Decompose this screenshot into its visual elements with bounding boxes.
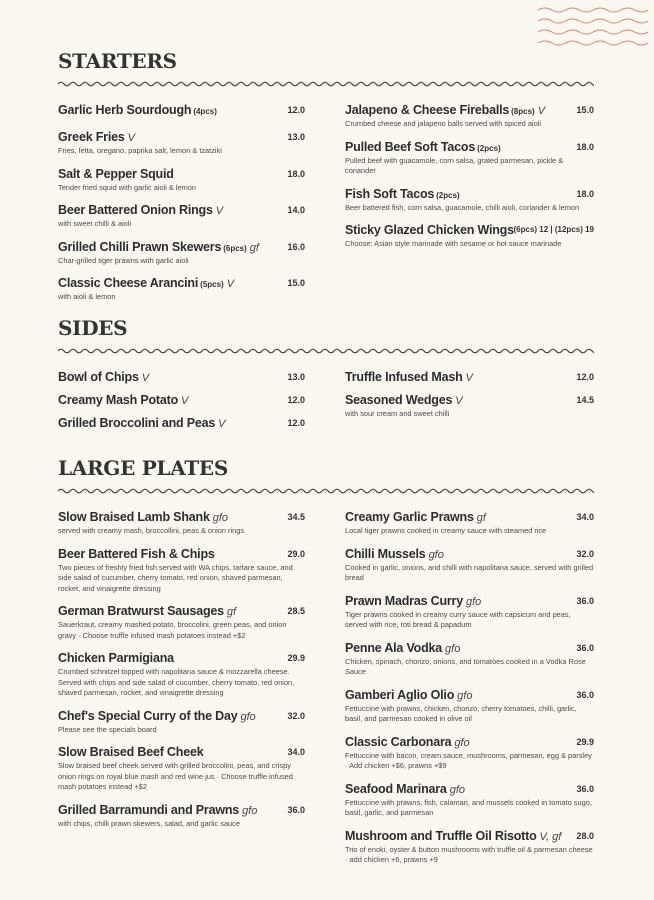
menu-item-seasoned-wedges [345,392,594,420]
item-name: German Bratwurst Sausages [58,604,224,618]
item-description: Fries, fetta, oregano, paprika salt, lemon & tzatziki [58,146,222,155]
item-name: Pulled Beef Soft Tacos [345,139,476,154]
item-heading [58,275,305,291]
item-name: Seasoned Wedges [345,393,453,407]
item-heading [58,369,305,385]
item-price: 14.0 [287,205,305,215]
item-quantity: (6pcs) 12 | (12pcs) 19 [513,225,594,234]
dietary-tag: gfo [457,689,473,702]
item-name: Greek Fries [58,130,125,144]
dietary-tag: V [537,105,546,117]
section-title: LARGE PLATES [58,456,228,480]
item-price: 34.0 [287,747,305,757]
wave-decoration [538,4,648,54]
menu-item-sticky-glazed-chicken-wings [345,222,594,250]
dietary-tag: V [465,372,473,384]
item-name: Seafood Marinara [345,781,447,796]
item-price: 14.5 [576,395,594,405]
dietary-tag: gfo [242,804,258,817]
dietary-tag: V [127,132,135,144]
dietary-tag: gf [226,606,237,618]
item-description: Crumbed schnitzel topped with napolitana sauce & mozzarella cheese. Served with chips and side salad of cucumber, cherry tomato, red onion, shaved parmesan, rocket, and vinaigrette dressing [58,667,295,697]
section-title: SIDES [58,316,128,340]
item-quantity: (2pcs) [436,190,460,200]
item-name: Creamy Mash Potato [58,393,179,407]
item-name: Grilled Broccolini and Peas [58,416,216,430]
item-description: Chicken, spinach, chorizo, onions, and tomatoes cooked in a Vodka Rose Sauce [345,656,586,676]
item-price: 34.5 [287,512,305,522]
item-heading [345,369,594,385]
item-description: Fettuccine with bacon, cream sauce, mushrooms, parmesan, egg & parsley · Add chicken +$6, prawns +$9 [345,750,592,770]
item-description: Tiger prawns cooked in creamy curry sauce with capsicum and peas, served with rice, roti bread & papadum [345,609,571,629]
item-heading [58,744,305,760]
menu-item-chicken-parmigiana [58,650,305,699]
item-name: Chef's Special Curry of the Day [58,708,238,723]
item-name: Creamy Garlic Prawns [345,510,474,524]
item-description: Crumbed cheese and jalapeno balls served with spiced aioli [345,119,541,128]
item-heading [345,828,594,844]
item-description: Trio of enoki, oyster & button mushrooms with truffle oil & parmesan cheese · add chicken +6, prawns +9 [345,844,593,864]
menu-item-jalapeno-cheese-fireballs [345,102,594,130]
section-title: STARTERS [58,49,177,73]
item-heading [345,186,594,202]
item-quantity: (5pcs) [200,280,224,289]
dietary-tag: gf [476,512,486,524]
item-price: 29.9 [287,653,305,663]
item-description: Fettuccine with prawns, fish, calamari, and mussels cooked in tomato sugo, basil, garlic, and parmesan [345,797,592,817]
item-heading [58,129,305,145]
item-quantity: (2pcs) [477,143,501,153]
item-heading [345,593,594,609]
sides-left-column [58,369,305,431]
item-name: Grilled Barramundi and Prawns [58,802,240,817]
large-plates-right-column [345,509,594,866]
dietary-tag: V [141,372,150,384]
item-heading [58,202,305,218]
item-price: 32.0 [287,710,305,721]
dietary-tag: V [455,395,463,407]
item-price: 15.0 [287,278,305,288]
menu-item-beer-battered-onion-rings [58,202,305,230]
item-name: Slow Braised Beef Cheek [58,745,204,759]
item-name: Grilled Chilli Prawn Skewers [58,239,222,254]
item-name: Chilli Mussels [345,546,426,561]
dietary-tag: V [181,395,189,407]
item-heading [345,102,594,118]
item-price: 13.0 [287,132,305,142]
item-description: Sauerkraut, creamy mashed potato, broccolini, green peas, and onion gravy · Choose truffle infused mash potatoes instead +$2 [58,620,287,640]
item-heading [58,546,305,562]
large-plates-left-column [58,509,305,829]
dietary-tag: V [218,418,226,430]
item-name: Classic Carbonara [345,734,452,749]
item-price: 12.0 [576,372,594,382]
item-heading [345,546,594,562]
item-name: Penne Ala Vodka [345,640,443,655]
item-price: 29.0 [287,548,305,559]
sides-right-column [345,369,594,420]
menu-item-gamberi-aglio-olio [345,687,594,725]
item-quantity: (6pcs) [223,243,247,253]
item-price: 36.0 [287,804,305,815]
item-description: with aioli & lemon [58,292,116,301]
starters-section [58,48,594,301]
item-price: 13.0 [287,372,305,382]
item-price: 34.0 [576,512,594,522]
item-price: 29.9 [576,736,594,747]
dietary-tag: V, gf [539,830,562,843]
dietary-tag: V [226,278,235,290]
item-name: Beer Battered Onion Rings [58,203,213,217]
item-heading [345,392,594,408]
item-description: Slow braised beef cheek served with grilled broccolini, peas, and crispy onion rings on royal blue mash and red wine jus · Choose truffle infused mash potatoes instead +$2 [58,761,293,791]
wave-divider [58,80,594,88]
item-description: Please see the specials board [58,724,157,734]
menu-item-classic-carbonara [345,734,594,772]
item-name: Garlic Herb Sourdough [58,103,192,117]
item-description: Tender fried squid with garlic aioli & lemon [58,182,197,192]
item-name: Jalapeno & Cheese Fireballs [345,103,510,117]
item-description: with sweet chilli & aioli [58,219,132,228]
item-price: 12.0 [287,418,305,428]
dietary-tag: gfo [454,736,470,749]
item-price: 12.0 [287,105,305,115]
item-description: Pulled beef with guacamole, corn salsa, grated parmesan, pickle & coriander [345,155,564,175]
item-price: 18.0 [576,188,594,199]
starters-left-column [58,102,305,303]
item-description: with chips, chilli prawn skewers, salad, and garlic sauce [58,818,240,828]
menu-item-bowl-of-chips [58,369,305,385]
item-price: 28.5 [287,606,305,616]
starters-right-column [345,102,594,250]
menu-item-garlic-herb-sourdough [58,102,305,118]
item-price: 36.0 [576,642,594,653]
item-name: Gamberi Aglio Olio [345,687,455,702]
item-heading [58,415,305,431]
item-name: Chicken Parmigiana [58,651,174,665]
sides-section [58,315,594,430]
item-name: Salt & Pepper Squid [58,166,174,181]
menu-item-slow-braised-lamb-shank [58,509,305,537]
menu-item-prawn-madras-curry [345,593,594,631]
item-description: Cooked in garlic, onions, and chilli with napolitana sauce, served with grilled bread [345,562,594,582]
item-description: Beer battered fish, corn salsa, guacamole, chilli aioli, coriander & lemon [345,202,580,212]
item-heading [58,802,305,818]
item-price: 36.0 [576,783,594,794]
item-heading [345,734,594,750]
item-heading [58,166,305,182]
item-description: Local tiger prawns cooked in creamy sauce with steamed rice [345,526,547,535]
item-price: 28.0 [576,830,594,841]
menu-item-greek-fries [58,129,305,157]
menu-item-truffle-infused-mash [345,369,594,385]
menu-item-grilled-chilli-prawn-skewers [58,239,305,267]
item-price: 16.0 [287,241,305,252]
dietary-tag: gfo [428,548,444,561]
menu-item-german-bratwurst-sausages [58,603,305,641]
menu-item-fish-soft-tacos [345,186,594,214]
wave-divider [58,487,594,495]
menu-item-classic-cheese-arancini [58,275,305,303]
item-description: with sour cream and sweet chilli [345,409,450,418]
item-name: Mushroom and Truffle Oil Risotto [345,828,537,843]
menu-item-salt-pepper-squid [58,166,305,194]
item-heading [58,509,305,525]
item-description: Two pieces of freshly fried fish served with WA chips, tartare sauce, and side salad of cucumber, cherry tomato, red onion, shaved parmesan, rocket, and vinaigrette dressing [58,562,293,593]
menu-item-penne-ala-vodka [345,640,594,678]
item-heading [345,640,594,656]
item-heading [58,603,305,619]
item-price: 15.0 [576,105,594,115]
item-heading [345,781,594,797]
item-price: 32.0 [576,548,594,559]
item-price: 18.0 [576,141,594,152]
item-description: Char-grilled tiger prawns with garlic aioli [58,255,189,265]
menu-item-mushroom-and-truffle-oil-risotto [345,828,594,866]
item-name: Slow Braised Lamb Shank [58,510,210,524]
item-price: 36.0 [576,595,594,606]
menu-item-seafood-marinara [345,781,594,819]
item-quantity: (8pcs) [511,107,535,116]
menu-item-grilled-broccolini-and-peas [58,415,305,431]
dietary-tag: gf [249,241,259,254]
item-heading [58,708,305,724]
item-name: Classic Cheese Arancini [58,276,199,290]
item-heading [345,139,594,155]
dietary-tag: gfo [445,642,461,655]
item-heading [345,509,594,525]
item-price: 18.0 [287,168,305,179]
item-price: 36.0 [576,689,594,700]
menu-item-chilli-mussels [345,546,594,584]
dietary-tag: gfo [212,512,228,524]
item-name: Bowl of Chips [58,370,139,384]
wave-divider [58,347,594,355]
item-heading [345,222,594,238]
menu-item-chef-s-special-curry-of-the-day [58,708,305,736]
item-heading [58,239,305,255]
item-heading [58,102,305,118]
large-plates-section [58,455,594,864]
item-heading [345,687,594,703]
item-name: Fish Soft Tacos [345,186,435,201]
menu-item-beer-battered-fish-chips [58,546,305,595]
item-price: 12.0 [287,395,305,405]
menu-item-creamy-mash-potato [58,392,305,408]
item-name: Truffle Infused Mash [345,370,463,384]
item-name: Prawn Madras Curry [345,593,463,608]
menu-item-creamy-garlic-prawns [345,509,594,537]
item-heading [58,392,305,408]
item-heading [58,650,305,666]
menu-item-slow-braised-beef-cheek [58,744,305,793]
dietary-tag: V [215,205,224,217]
item-description: Fettuccine with prawns, chicken, chorizo, cherry tomatoes, chilli, garlic, basil, and parmesan cooked in olive oil [345,703,577,723]
item-name: Beer Battered Fish & Chips [58,546,215,561]
dietary-tag: gfo [240,710,256,723]
dietary-tag: gfo [465,595,482,608]
item-description: served with creamy mash, broccollini, peas & onion rings [58,526,245,535]
dietary-tag: gfo [449,783,465,796]
item-name: Sticky Glazed Chicken Wings [345,223,514,237]
item-description: Choose: Asian style marinade with sesame or hot sauce marinade [345,239,562,248]
menu-item-grilled-barramundi-and-prawns [58,802,305,830]
item-quantity: (4pcs) [193,107,217,116]
menu-item-pulled-beef-soft-tacos [345,139,594,177]
